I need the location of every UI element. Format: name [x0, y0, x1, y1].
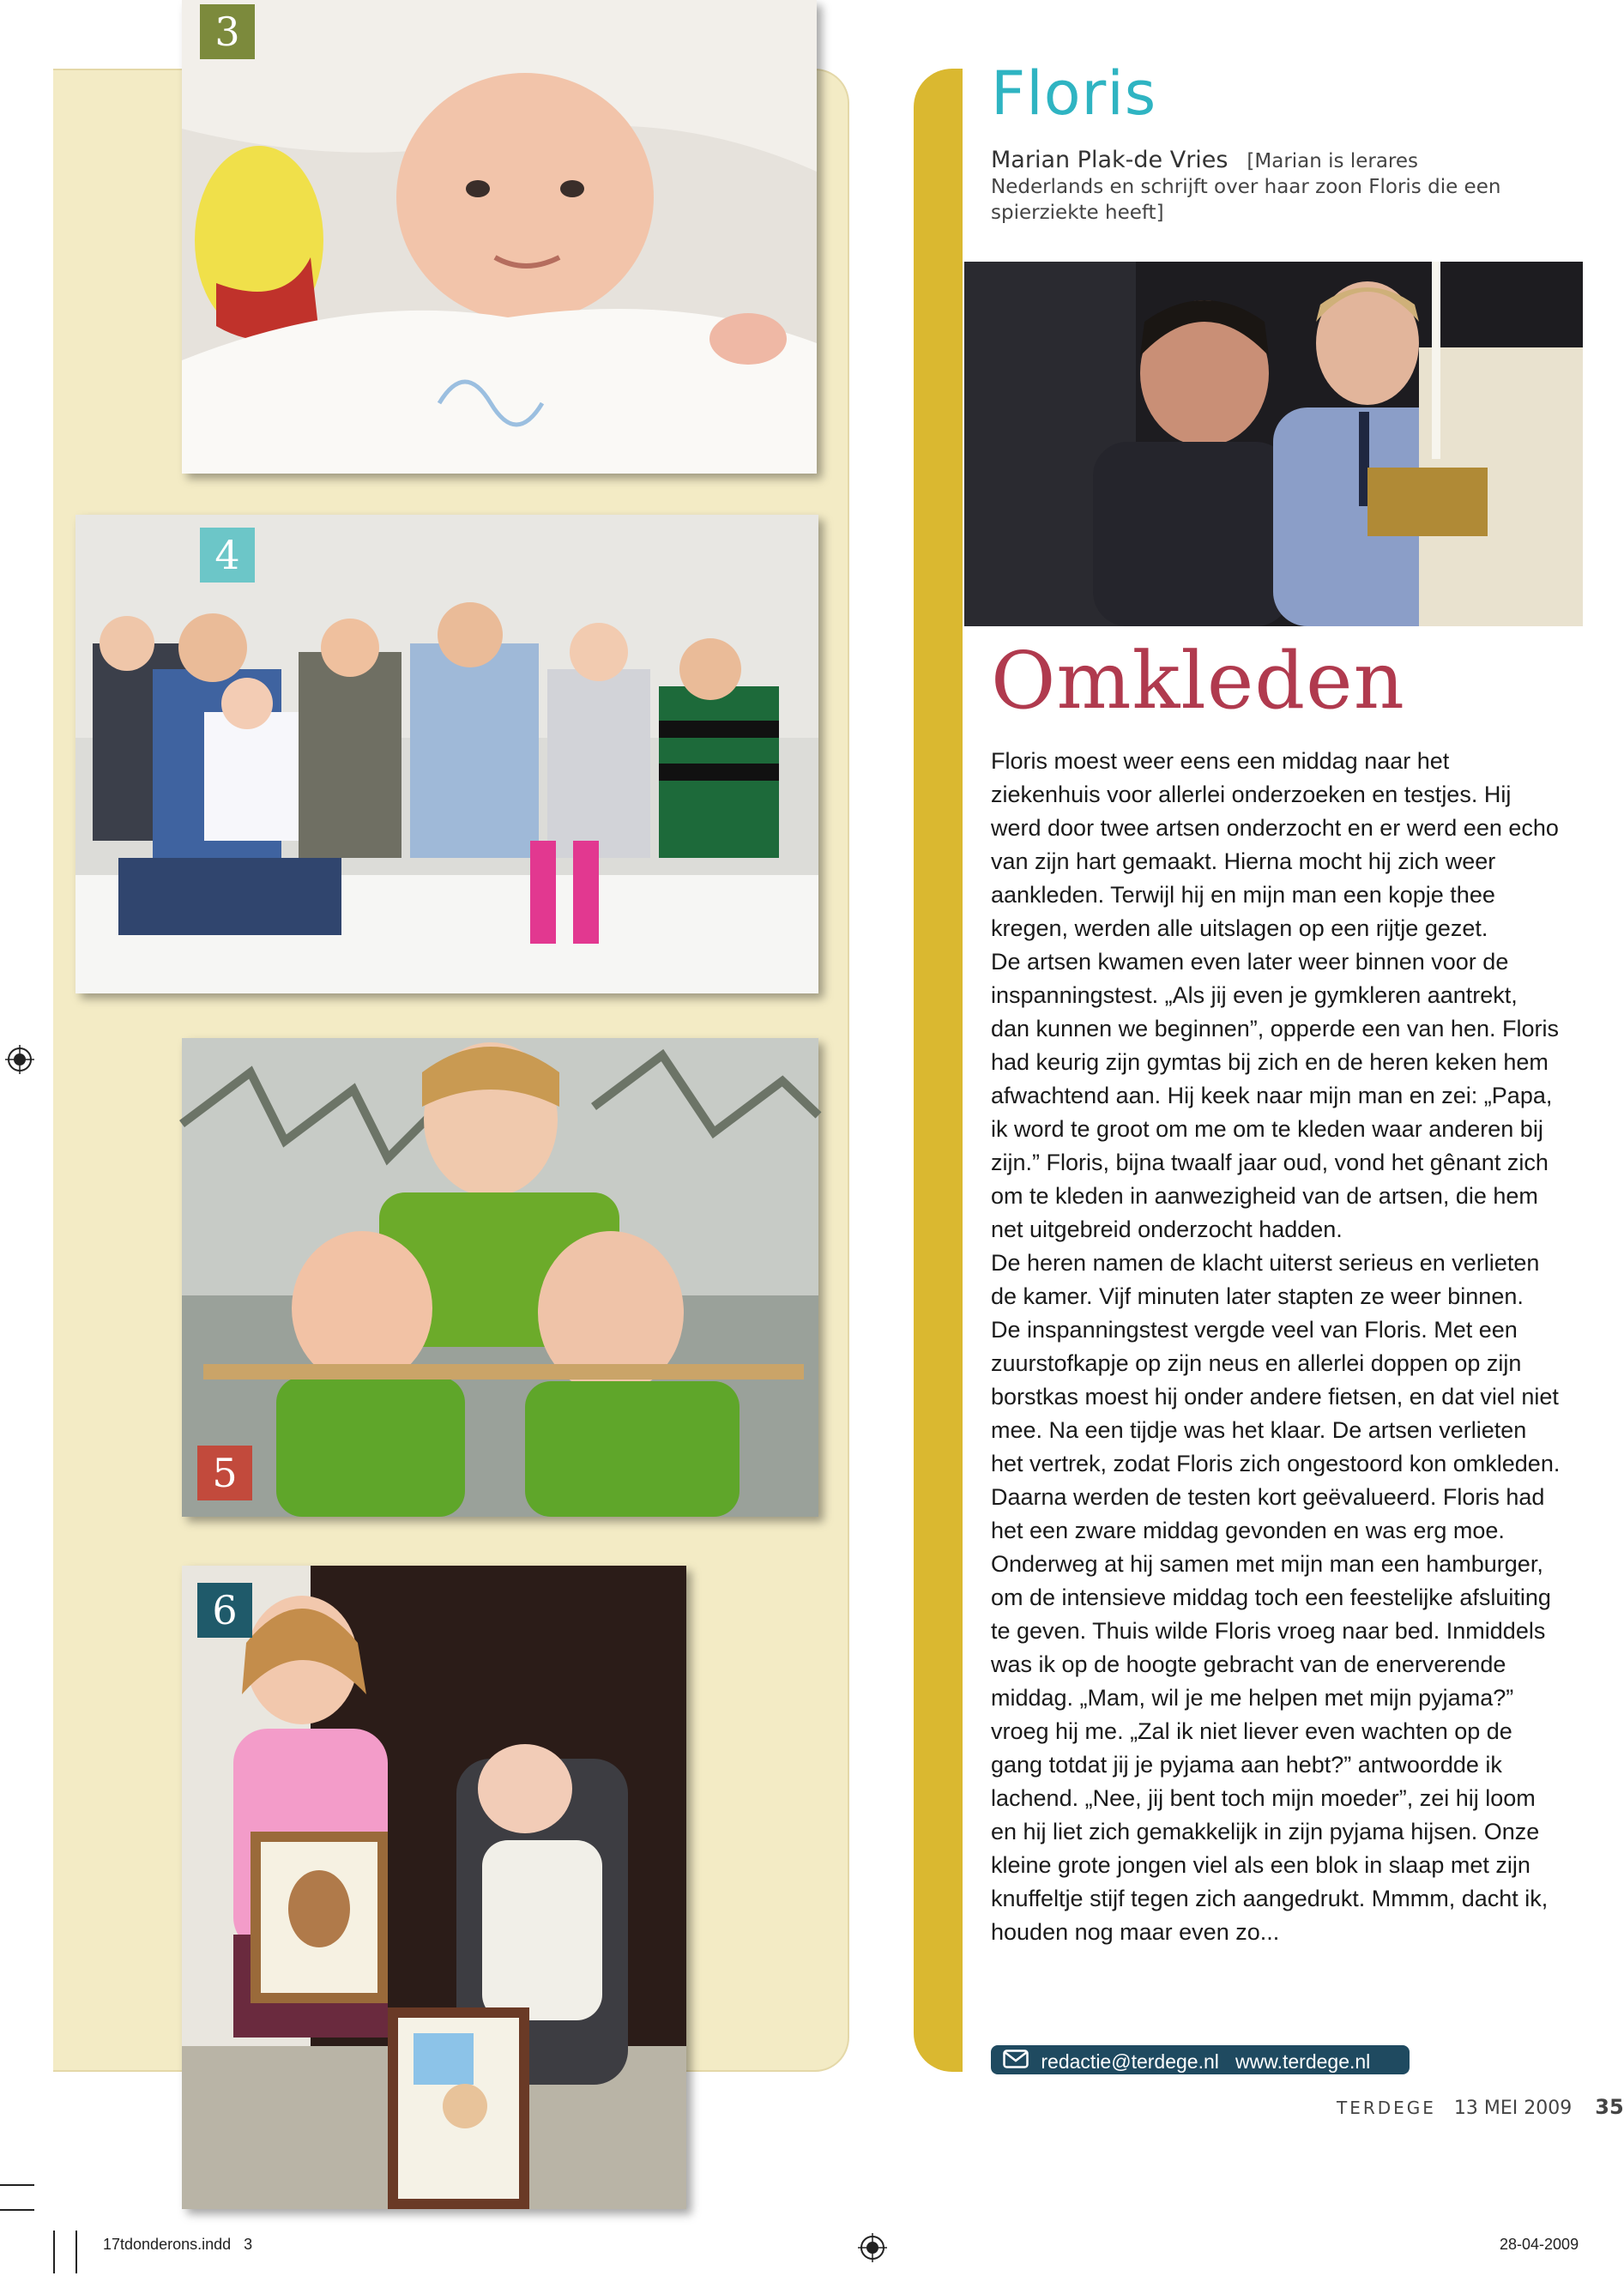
- page-number: 35: [1595, 2095, 1624, 2119]
- article-paragraph: De inspanningstest vergde veel van Floris. Met een zuurstofkapje op zijn neus en allerlei doppen op zijn borstkas moest hij onder andere fietsen, en dat viel niet mee. Na een tijdje was het klaar. De artsen verlieten het vertrek, zodat Floris zich ongestoord kon omkleden. Daarna werden de testen kort geëvalueerd. Floris had het een zware middag gevonden en was erg moe.: [991, 1317, 1561, 1543]
- article-paragraph: Onderweg at hij samen met mijn man een hamburger, om de intensieve middag toch een feestelijke afsluiting te geven. Thuis wilde Floris vroeg naar bed. Inmiddels was ik op de hoogte gebracht van de enerverende middag. „Mam, wil je me helpen met mijn pyjama?” vroeg hij me. „Zal ik niet liever even wachten op de gang totdat jij je pyjama aan hebt?” antwoordde ik lachend. „Nee, jij bent toch mijn moeder”, zei hij loom en hij liet zich gemakkelijk in zijn pyjama hijsen. Onze kleine grote jongen viel als een blok in slaap met zijn knuffeltje stijf tegen zich aangedrukt. Mmmm, dacht ik, houden nog maar even zo...: [991, 1551, 1551, 1945]
- contact-email-link[interactable]: redactie@terdege.nl: [1041, 2050, 1219, 2073]
- photo-children-group: [75, 515, 818, 993]
- print-slug-date: 28-04-2009: [1500, 2236, 1579, 2253]
- photo-baby: [182, 0, 817, 474]
- author-name: Marian Plak-de Vries: [991, 147, 1229, 173]
- byline: [991, 148, 1506, 226]
- article-body: [991, 745, 1561, 1949]
- author-note: [Marian is lerares Nederlands en schrijft over haar zoon Floris die een spierziekte heeft]: [991, 150, 1501, 224]
- crop-mark: [53, 2231, 55, 2273]
- photo-girl-with-baby-and-embroidery: [182, 1566, 686, 2209]
- section-title: Floris: [991, 58, 1157, 129]
- contact-bar: [991, 2045, 1410, 2074]
- crop-mark: [75, 2231, 77, 2273]
- photo-number-badge: 5: [197, 1446, 252, 1500]
- article-heading: Omkleden: [991, 635, 1405, 727]
- photo-floris-playing-organ: [964, 262, 1583, 626]
- photo-number-badge: 6: [197, 1583, 252, 1638]
- crop-mark: [0, 2209, 34, 2211]
- registration-mark-icon: [858, 2233, 887, 2262]
- photo-girls-green-sweaters: [182, 1038, 818, 1517]
- footer-brand: TERDEGE: [1337, 2098, 1436, 2118]
- registration-mark-icon: [5, 1045, 34, 1074]
- footer-date: 13 MEI 2009: [1453, 2098, 1573, 2119]
- article-paragraph: De heren namen de klacht uiterst serieus en verlieten de kamer. Vijf minuten later stapten ze weer binnen.: [991, 1250, 1540, 1309]
- photo-number-badge: 3: [200, 4, 255, 59]
- print-slug-filename: 17tdonderons.indd 3: [103, 2236, 253, 2253]
- envelope-icon: [1003, 2047, 1029, 2076]
- photo-number-badge: 4: [200, 528, 255, 583]
- crop-mark: [0, 2184, 34, 2186]
- article-paragraph: Floris moest weer eens een middag naar het ziekenhuis voor allerlei onderzoeken en testjes. Hij werd door twee artsen onderzocht en er werd een echo van zijn hart gemaakt. Hierna mocht hij zich weer aankleden. Terwijl hij en mijn man een kopje thee kregen, werden alle uitslagen op een rijtje gezet.: [991, 748, 1559, 941]
- article-paragraph: De artsen kwamen even later weer binnen voor de inspanningstest. „Als jij even je gymkleren aantrekt, dan kunnen we beginnen”, opperde een van hen. Floris had keurig zijn gymtas bij zich en de heren keken hem afwachtend aan. Hij keek naar mijn man en zei: „Papa, ik word te groot om me om te kleden waar anderen bij zijn.” Floris, bijna twaalf jaar oud, vond het gênant zich om te kleden in aanwezigheid van de artsen, die hem net uitgebreid onderzocht hadden.: [991, 949, 1559, 1242]
- contact-website-link[interactable]: www.terdege.nl: [1235, 2050, 1371, 2073]
- page-footer: [1337, 2095, 1624, 2119]
